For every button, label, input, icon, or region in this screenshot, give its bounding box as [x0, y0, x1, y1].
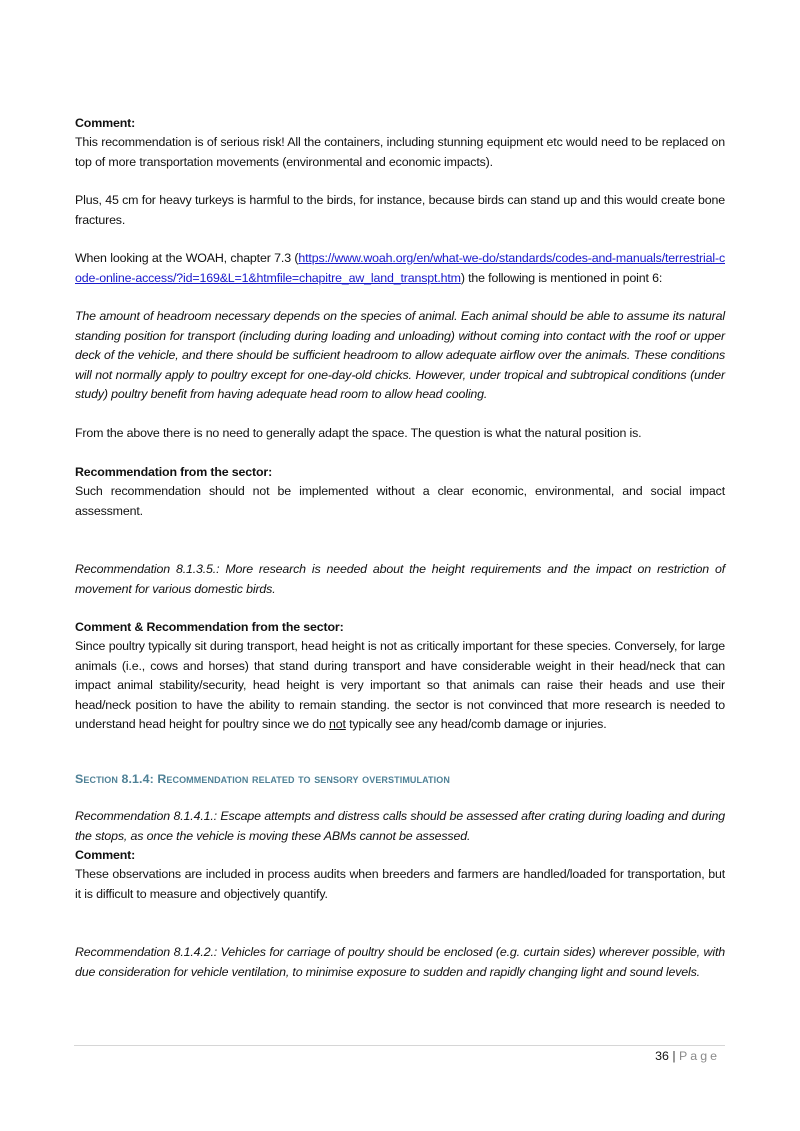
woah-intro-paragraph: [75, 249, 725, 288]
comment-paragraph-turkeys: Plus, 45 cm for heavy turkeys is harmful to the birds, for instance, because birds can stand up and this would create bone fractures.: [75, 193, 725, 227]
page-number: 36: [655, 1049, 669, 1063]
comment-recommendation-text-end: typically see any head/comb damage or injuries.: [345, 717, 607, 731]
page-label: Page: [679, 1049, 720, 1063]
underlined-not: not: [329, 717, 346, 731]
recommendation-8-1-4-1: Recommendation 8.1.4.1.: Escape attempts and distress calls should be assessed after crating during loading and during the stops, as once the vehicle is moving these ABMs cannot be assessed.: [75, 809, 725, 843]
comment-heading: Comment:: [75, 116, 136, 130]
comment-paragraph-2: These observations are included in process audits when breeders and farmers are handled/loaded for transportation, but it is difficult to measure and objectively quantify.: [75, 867, 725, 901]
recommendation-paragraph: Such recommendation should not be implemented without a clear economic, environmental, and social impact assessment.: [75, 484, 725, 518]
recommendation-8-1-3-5: Recommendation 8.1.3.5.: More research is needed about the height requirements and the impact on restriction of movement for various domestic birds.: [75, 562, 725, 596]
woah-intro-text: When looking at the WOAH, chapter 7.3 (: [75, 251, 299, 265]
woah-link[interactable]: https://www.woah.org/en/what-we-do/standards/codes-and-manuals/terrestrial-code-online-access/?id=169&L=1&htmfile=chapitre_aw_land_transpt.htm: [75, 251, 725, 285]
woah-quote: The amount of headroom necessary depends on the species of animal. Each animal should be able to assume its natural standing position for transport (including during loading and unloading) without coming into contact with the roof or upper deck of the vehicle, and there should be sufficient headroom to allow adequate airflow over the animals. These conditions will not normally apply to poultry except for one-day-old chicks. However, under tropical and subtropical conditions (under study) poultry benefit from having adequate head room to allow head cooling.: [75, 309, 725, 401]
section-heading: Section 8.1.4: Recommendation related to sensory overstimulation: [75, 772, 450, 786]
comment-recommendation-text: Since poultry typically sit during transport, head height is not as critically important for these species. Conversely, for large animals (i.e., cows and horses) that stand during transport and have considerable weight in their head/neck that can impact animal stability/security, head height is very important so that animals can raise their heads and use their head/neck position to have the ability to remain standing. the sector is not convinced that more research is needed to understand head height for poultry since we do: [75, 639, 725, 731]
woah-intro-text-end: ) the following is mentioned in point 6:: [460, 270, 663, 285]
page-footer: [655, 1049, 720, 1063]
comment-recommendation-heading: Comment & Recommendation from the sector:: [75, 620, 344, 634]
comment-heading-2: Comment:: [75, 848, 136, 862]
comment-recommendation-paragraph: [75, 637, 725, 735]
footer-divider: [74, 1045, 725, 1046]
woah-conclusion: From the above there is no need to generally adapt the space. The question is what the natural position is.: [75, 426, 642, 440]
recommendation-heading: Recommendation from the sector:: [75, 465, 273, 479]
comment-paragraph: This recommendation is of serious risk! All the containers, including stunning equipment etc would need to be replaced on top of more transportation movements (environmental and economic impacts).: [75, 135, 725, 169]
footer-separator: |: [672, 1049, 676, 1063]
recommendation-8-1-4-2: Recommendation 8.1.4.2.: Vehicles for carriage of poultry should be enclosed (e.g. curtain sides) wherever possible, with due consideration for vehicle ventilation, to minimise exposure to sudden and rapidly changing light and sound levels.: [75, 945, 725, 979]
